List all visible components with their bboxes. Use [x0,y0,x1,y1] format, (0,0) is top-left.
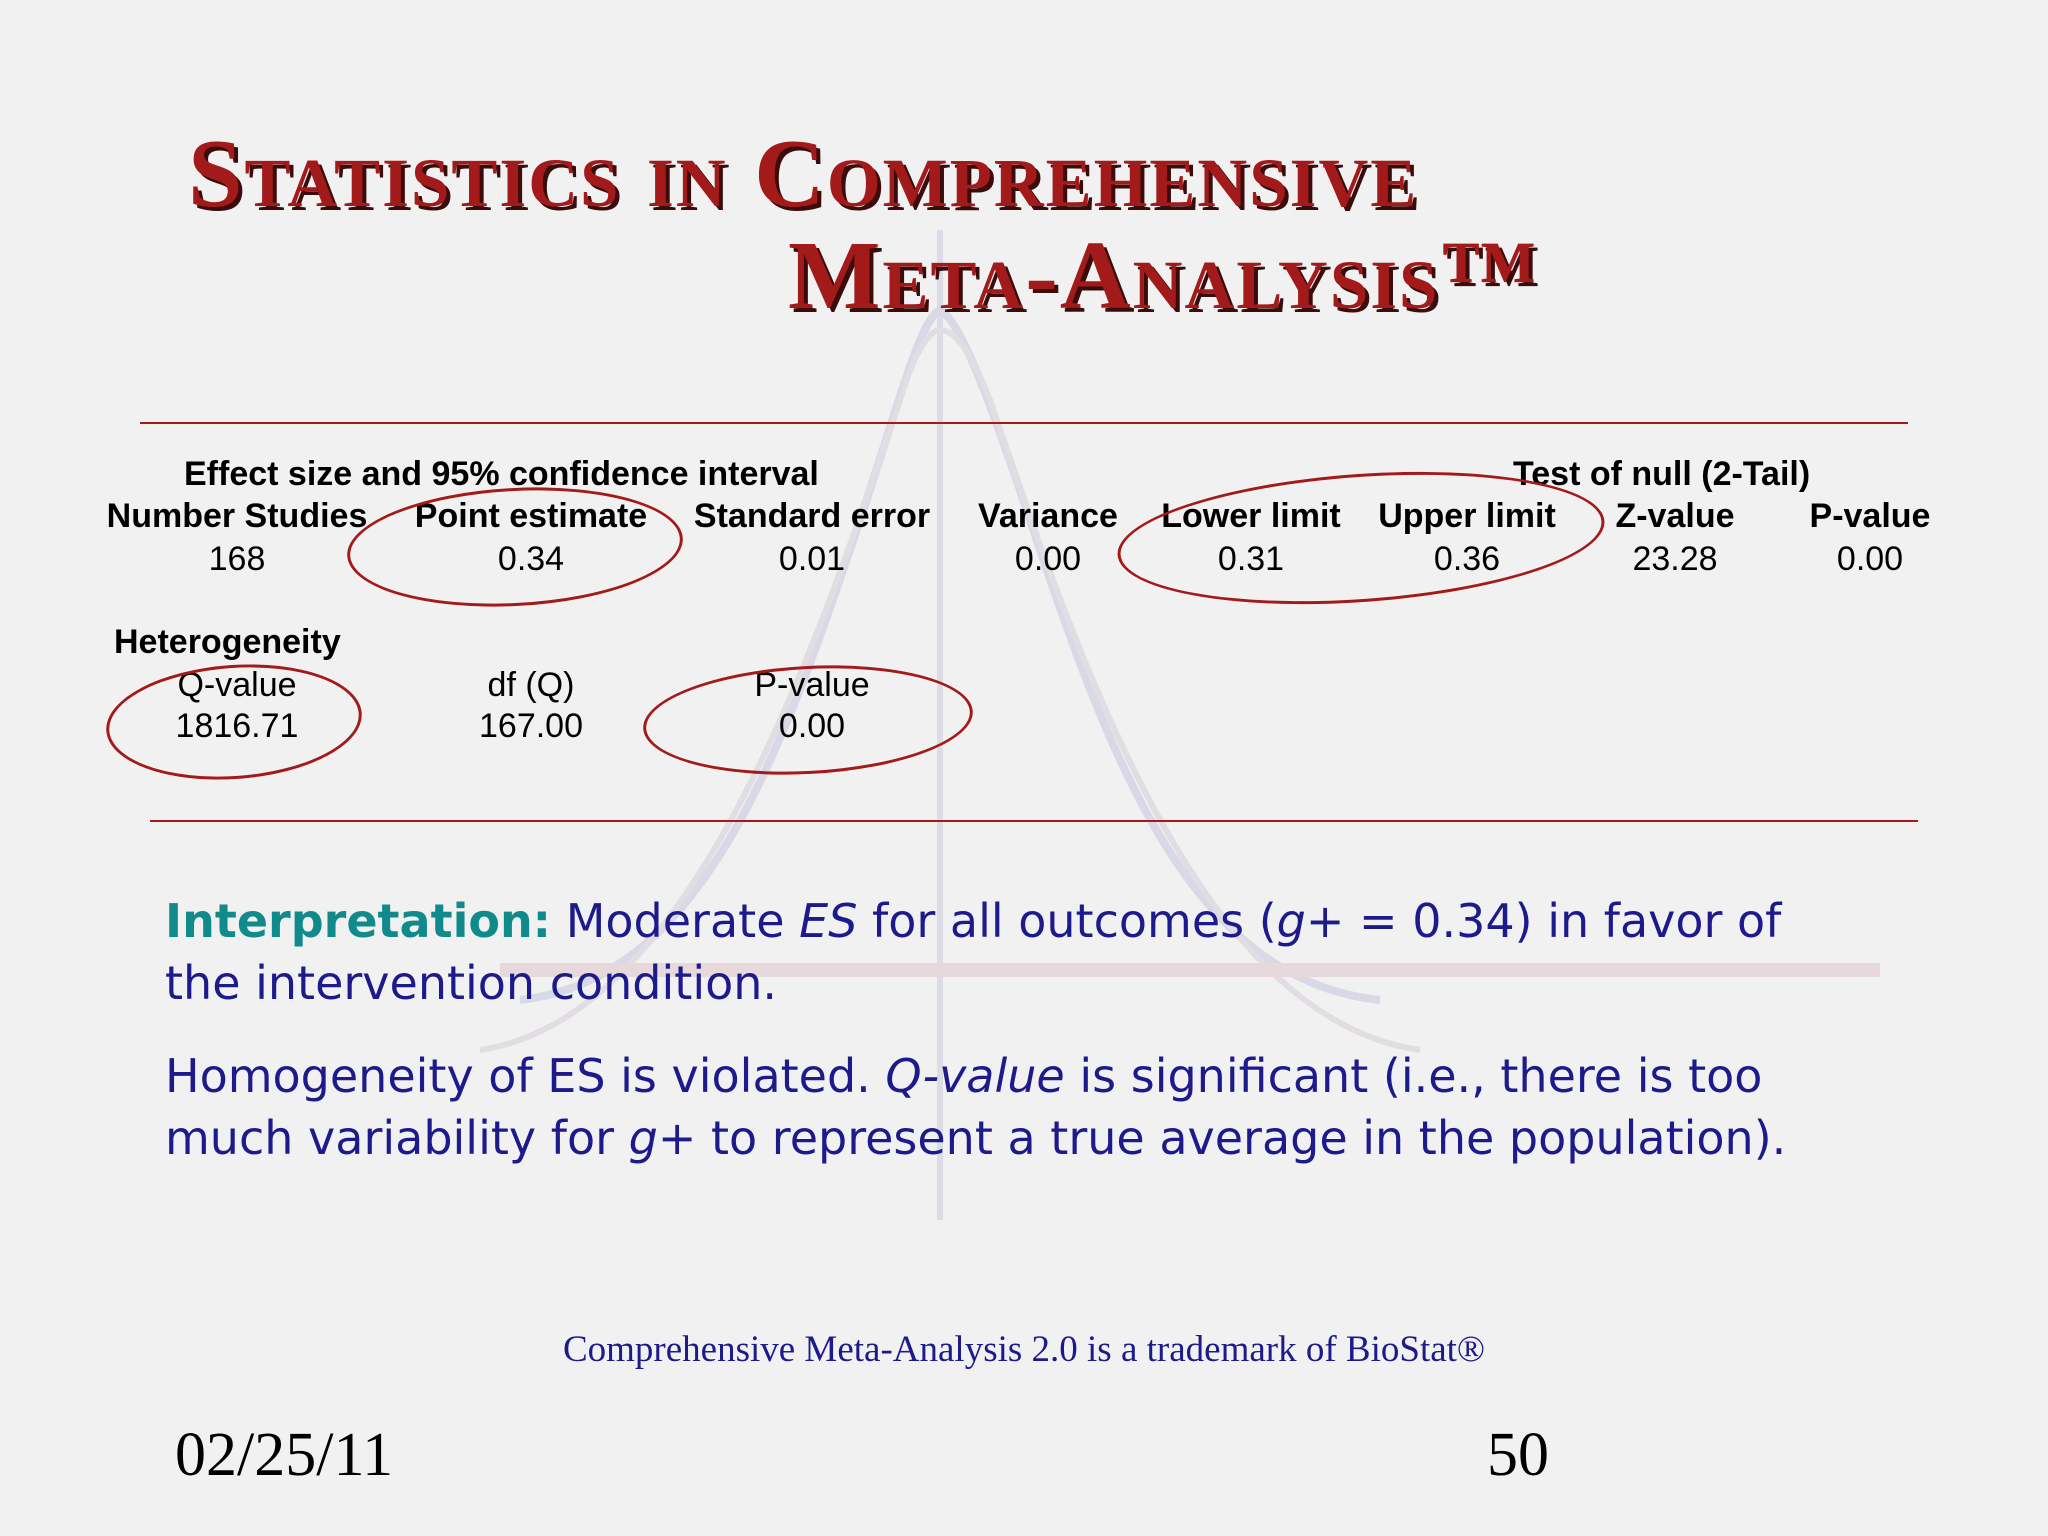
col-header-standard-error: Standard error [693,497,931,535]
het-value-q-value: 1816.71 [175,707,299,745]
value-z-value: 23.28 [1632,540,1718,578]
interpretation-paragraph-2: Homogeneity of ES is violated. Q-value is significant (i.e., there is too much variability for g+ to represent a true average in the population). [165,1049,1787,1165]
interpretation-label: Interpretation: [165,894,552,948]
col-header-upper-limit: Upper limit [1378,497,1556,535]
value-p-value: 0.00 [1836,540,1904,578]
value-number-studies: 168 [208,540,266,578]
col-header-z-value: Z-value [1615,497,1735,535]
col-header-variance: Variance [978,497,1118,535]
interpretation-paragraph-1: Interpretation: Moderate ES for all outcomes (g+ = 0.34) in favor of the intervention condition. [165,894,1782,1010]
het-value-p-value: 0.00 [778,707,846,745]
value-lower-limit: 0.31 [1217,540,1285,578]
trademark-note: Comprehensive Meta-Analysis 2.0 is a trademark of BioStat® [562,1329,1486,1370]
title-line-1: Statistics in Comprehensive [188,120,1419,228]
group-header-effect-size: Effect size and 95% confidence interval [184,455,819,493]
col-header-point-estimate: Point estimate [414,497,648,535]
het-col-p-value: P-value [754,666,870,704]
het-col-df: df (Q) [487,666,575,704]
het-value-df: 167.00 [479,707,583,745]
value-variance: 0.00 [1014,540,1082,578]
value-standard-error: 0.01 [778,540,846,578]
col-header-lower-limit: Lower limit [1161,497,1341,535]
value-upper-limit: 0.36 [1433,540,1501,578]
heterogeneity-header: Heterogeneity [114,623,341,661]
title-line-2: Meta-Analysis™ [788,222,1540,330]
bottom-divider [150,820,1918,822]
group-header-test-of-null: Test of null (2-Tail) [1513,455,1811,493]
value-point-estimate: 0.34 [497,540,565,578]
col-header-p-value: P-value [1809,497,1931,535]
slide-date: 02/25/11 [175,1421,394,1489]
slide-number: 50 [1487,1421,1549,1489]
het-col-q-value: Q-value [177,666,297,704]
top-divider [140,422,1908,424]
col-header-number-studies: Number Studies [106,497,368,535]
